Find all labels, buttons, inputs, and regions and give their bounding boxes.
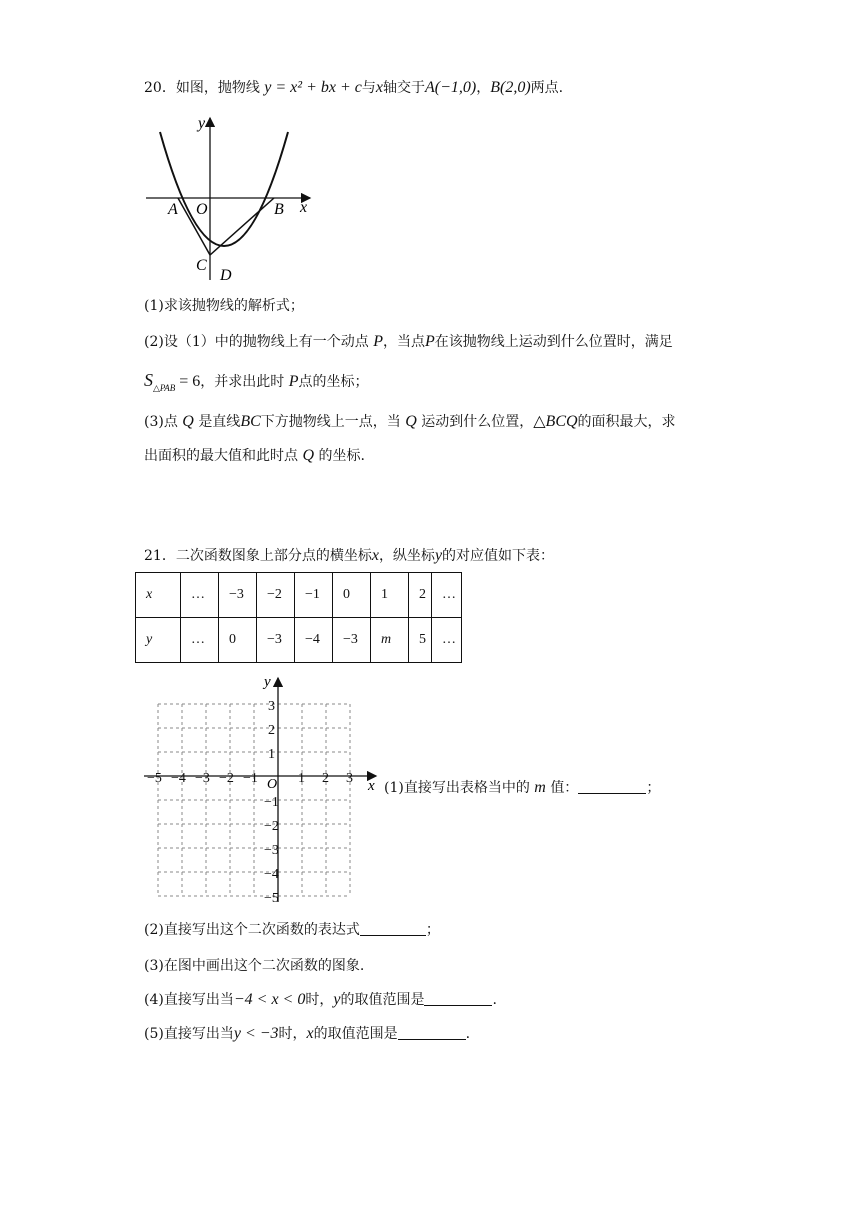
y-tick-label: −2 (264, 819, 279, 834)
y-tick-label: −4 (264, 867, 279, 882)
table-cell: −1 (295, 573, 333, 618)
q21-value-table (135, 572, 462, 663)
q21-part3: (3)在图中画出这个二次函数的图象. (144, 958, 365, 974)
q20-point-a: A(−1,0) (424, 79, 477, 96)
answer-blank[interactable] (424, 991, 492, 1006)
q20-label-c: C (196, 257, 207, 274)
q21-part5: (5)直接写出当y < −3时，x的取值范围是 . (144, 1025, 471, 1042)
y-tick-label: −1 (264, 795, 279, 810)
q20-label-x: x (300, 199, 308, 216)
x-tick-label: −5 (147, 771, 162, 786)
table-cell: 0 (333, 573, 371, 618)
x-tick-label: 3 (346, 771, 353, 786)
q21-part1: (1)直接写出表格当中的 m 值： ； (384, 779, 661, 796)
table-cell: 1 (371, 573, 409, 618)
answer-blank[interactable] (398, 1025, 466, 1040)
answer-blank[interactable] (360, 921, 426, 936)
q20-part2-line1: (2)设（1）中的抛物线上有一个动点 P，当点P在该抛物线上运动到什么位置时，满足 (144, 333, 673, 350)
table-cell: −3 (257, 618, 295, 663)
table-cell: 0 (219, 618, 257, 663)
table-cell: −4 (295, 618, 333, 663)
q20-label-o: O (196, 201, 208, 218)
q20-part2-line2: $S_{\triangle PAB} = 6$，并求出此时 P点的坐标； (144, 370, 369, 393)
q20-part1: (1)求该抛物线的解析式； (144, 298, 304, 314)
table-cell: m (371, 618, 409, 663)
q20-stem: 20．如图，抛物线 y = x² + bx + c与x轴交于A(−1,0)，B(2,0)两点. (144, 79, 564, 96)
q21-part2: (2)直接写出这个二次函数的表达式 ； (144, 922, 440, 938)
table-cell: y (136, 618, 181, 663)
table-cell: 2 (409, 573, 432, 618)
q20-label-d: D (220, 267, 232, 284)
q20-label-a: A (168, 201, 178, 218)
q21-origin-label: O (267, 777, 278, 792)
y-tick-label: 1 (268, 747, 275, 762)
q21-tick-labels (147, 699, 353, 906)
y-tick-label: 2 (268, 723, 275, 738)
table-cell: −2 (257, 573, 295, 618)
table-cell: … (181, 618, 219, 663)
q20-label-b: B (274, 201, 284, 218)
x-tick-label: −4 (171, 771, 186, 786)
q20-part3-line2: 出面积的最大值和此时点 Q 的坐标. (144, 447, 365, 464)
table-cell: … (432, 573, 462, 618)
y-tick-label: −5 (264, 891, 279, 906)
table-cell: 5 (409, 618, 432, 663)
table-row-y (136, 618, 462, 663)
table-cell: … (181, 573, 219, 618)
x-tick-label: −3 (195, 771, 210, 786)
x-tick-label: 2 (322, 771, 329, 786)
answer-blank[interactable] (578, 779, 646, 794)
q20-point-b: B(2,0) (490, 79, 531, 96)
q20-segment-bc (210, 198, 274, 255)
q20-parabola (160, 132, 288, 246)
q20-label-y: y (198, 115, 206, 132)
table-cell: −3 (219, 573, 257, 618)
table-cell: −3 (333, 618, 371, 663)
y-tick-label: 3 (268, 699, 275, 714)
table-cell: x (136, 573, 181, 618)
q21-coordinate-grid (140, 670, 390, 910)
x-tick-label: 1 (298, 771, 305, 786)
table-cell: … (432, 618, 462, 663)
q20-equation: y = x² + bx + c (264, 79, 362, 96)
q20-part3-line1: (3)点 Q 是直线BC下方抛物线上一点，当 Q 运动到什么位置，△BCQ的面积最大，求 (144, 413, 676, 430)
table-row-x (136, 573, 462, 618)
q21-axis-x-label: x (368, 778, 375, 794)
q21-stem: 21．二次函数图象上部分点的横坐标x，纵坐标y的对应值如下表： (144, 547, 555, 564)
y-tick-label: −3 (264, 843, 279, 858)
q20-parabola-figure (140, 110, 320, 285)
q21-grid-lines (158, 704, 350, 896)
q21-axis-y-label: y (264, 674, 271, 690)
q21-part4: (4)直接写出当−4 < x < 0时，y的取值范围是 . (144, 991, 497, 1008)
x-tick-label: −1 (243, 771, 258, 786)
x-tick-label: −2 (219, 771, 234, 786)
